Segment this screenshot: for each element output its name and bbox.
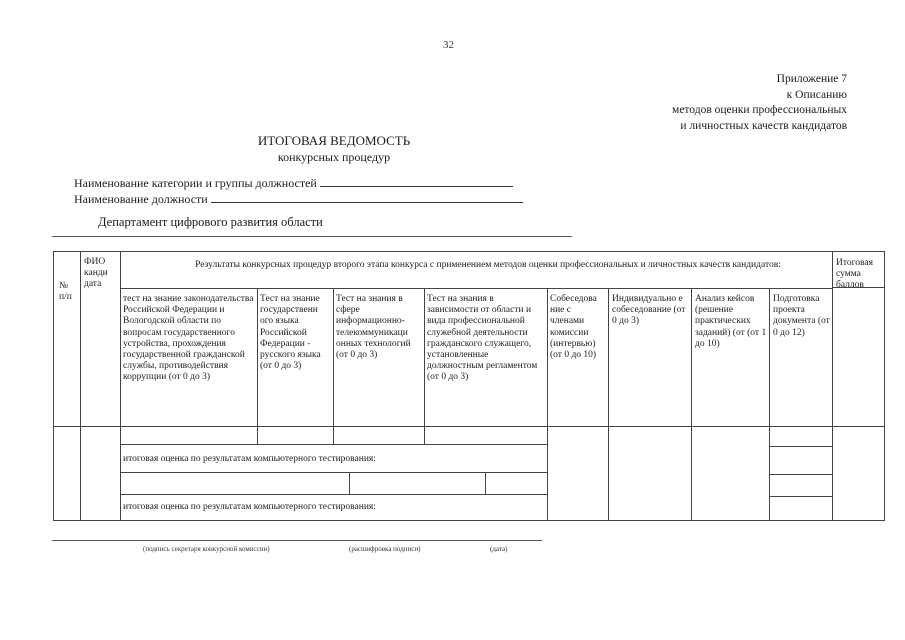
appendix-line-2: к Описанию (786, 88, 847, 101)
subcolumn-professional-test: Тест на знания в зависимости от области и вида профессиональной служебной деятельности гражданского служащего, установленные должностным регламентом (от 0 до 3) (427, 294, 538, 383)
category-label: Наименование категории и группы должностей (74, 176, 317, 190)
column-fio-header: ФИО канди дата (84, 257, 108, 290)
testing-total-row-2: итоговая оценка по результатам компьютерного тестирования: (123, 502, 376, 512)
signature-date-caption: (дата) (490, 545, 508, 553)
subcolumn-russian-test: Тест на знание государственн ого языка Российской Федерации - русского языка (от 0 до 3) (260, 294, 321, 372)
signature-sign-caption: (подпись секретаря конкурсной комиссии) (143, 545, 270, 553)
page-number: 32 (443, 39, 454, 51)
signature-line (52, 540, 542, 541)
department-underline (52, 236, 572, 237)
subcolumn-individual-interview: Индивидуально е собеседование (от 0 до 3) (612, 294, 686, 327)
signature-decode-caption: (расшифровка подписи) (349, 545, 421, 553)
subcolumn-document-draft: Подготовка проекта документа (от 0 до 12) (773, 294, 830, 338)
document-title (210, 133, 458, 165)
column-total-header: Итоговая сумма баллов (836, 258, 873, 291)
subcolumn-commission-interview: Собеседова ние с членами комиссии (интервью) (от 0 до 10) (550, 294, 597, 361)
title-sub: конкурсных процедур (277, 150, 391, 164)
testing-total-row-1: итоговая оценка по результатам компьютерного тестирования: (123, 454, 376, 464)
appendix-line-3: методов оценки профессиональных (672, 104, 847, 116)
appendix-line-1: Приложение 7 (776, 73, 847, 85)
subcolumn-law-test: тест на знание законодательства Российской Федерации и Вологодской области по вопросам государственного устройства, прохождения государственной гражданской службы, противодействия коррупции (от 0 до 3) (123, 294, 254, 383)
appendix-line-4: и личностных качеств кандидатов (680, 119, 847, 132)
category-blank-line (320, 176, 513, 187)
subcolumn-case-analysis: Анализ кейсов (решение практических заданий) (от (от 1 до 10) (695, 294, 767, 349)
category-field (74, 176, 513, 191)
subcolumn-it-test: Тест на знания в сфере информационно-телекоммуникаци онных технологий (от 0 до 3) (336, 294, 411, 361)
title-main: ИТОГОВАЯ ВЕДОМОСТЬ (257, 133, 411, 148)
results-table (53, 251, 885, 521)
position-label: Наименование должности (74, 192, 208, 206)
position-blank-line (211, 192, 523, 203)
department-name: Департамент цифрового развития области (98, 215, 323, 229)
position-field (74, 192, 523, 207)
column-number-header: № п/п (59, 281, 72, 303)
appendix-note (672, 72, 847, 134)
column-results-header: Результаты конкурсных процедур второго этапа конкурса с применением методов оценки профессиональных и личностных качеств кандидатов: (195, 260, 781, 270)
